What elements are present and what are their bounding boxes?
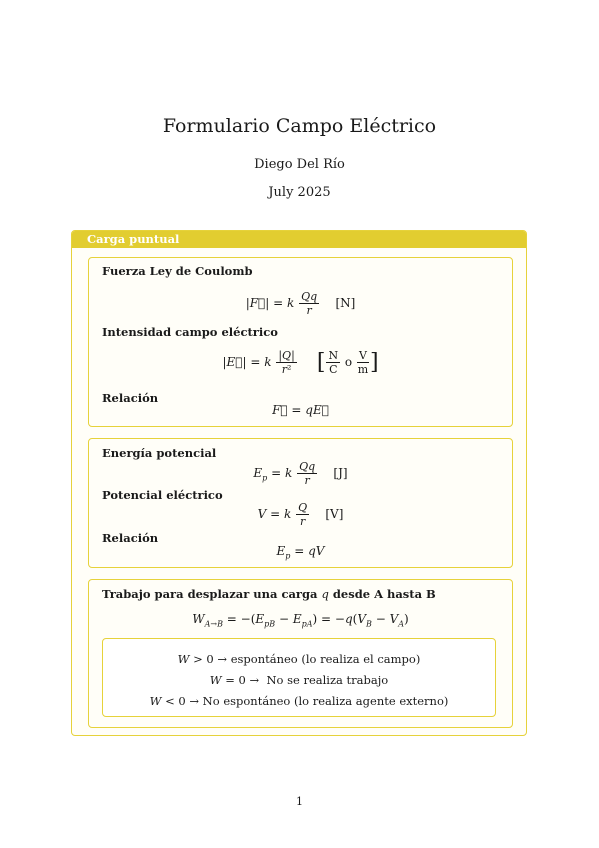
heading-potencial-electrico: Potencial eléctrico bbox=[102, 488, 223, 502]
equation-work: $W_{A\to B} = -(E_{pB} - E_{pA}) = -q(V_B - V_A)$ bbox=[192, 612, 409, 629]
page-number: 1 bbox=[296, 795, 303, 808]
fraction-Qq-r: $\frac{Qq}{r}$ bbox=[301, 290, 318, 317]
work-positive-line: W > 0 → espontáneo (lo realiza el campo) bbox=[177, 652, 421, 666]
fraction-Q-r: $\frac{Q}{r}$ bbox=[298, 501, 308, 528]
heading-energia-potencial: Energía potencial bbox=[102, 446, 217, 460]
fraction-Qq-r-energy: $\frac{Qq}{r}$ bbox=[299, 460, 316, 487]
work-zero-line: W = 0 → No se realiza trabajo bbox=[209, 673, 389, 687]
equation-electric-potential: V = k $\frac{Q}{r}$ [V] bbox=[257, 501, 344, 528]
work-conditions-box bbox=[102, 638, 496, 717]
unit-newton: [N] bbox=[335, 296, 356, 310]
document-title: Formulario Campo Eléctrico bbox=[162, 115, 437, 137]
equation-coulomb-force: |F⃗| = k $\frac{Qq}{r}$ [N] bbox=[245, 290, 356, 317]
equation-force-field-relation: F⃗ = qE⃗ bbox=[272, 403, 329, 417]
unit-joule: [J] bbox=[333, 466, 348, 480]
equation-energy-potential-relation: $E_p$ = qV bbox=[276, 544, 325, 561]
heading-campo-electrico: Intensidad campo eléctrico bbox=[102, 325, 278, 339]
equation-electric-field: |E⃗| = k $\frac{|Q|}{\text{r²}}$ [ $\frac{N}{C}$ o $\frac{V}{m}$ ] bbox=[222, 349, 379, 376]
document-date: July 2025 bbox=[268, 185, 331, 200]
work-negative-line: W < 0 → No espontáneo (lo realiza agente externo) bbox=[149, 694, 449, 708]
fraction-absQ-r2: $\frac{|Q|}{\text{r²}}$ bbox=[278, 349, 295, 376]
unit-volt: [V] bbox=[325, 507, 344, 521]
fraction-V-m: $\frac{V}{m}$ bbox=[357, 349, 369, 376]
heading-trabajo: Trabajo para desplazar una carga q desde A hasta B bbox=[102, 587, 436, 601]
equation-potential-energy: $E_p = k$ $\frac{Qq}{r}$ [J] bbox=[253, 460, 348, 487]
unit-or: o bbox=[344, 355, 353, 369]
fraction-N-C: $\frac{N}{C}$ bbox=[328, 349, 339, 376]
section-title: Carga puntual bbox=[72, 231, 526, 248]
document-author: Diego Del Río bbox=[254, 157, 345, 172]
heading-relacion-2: Relación bbox=[102, 531, 159, 545]
heading-relacion-1: Relación bbox=[102, 391, 159, 405]
heading-coulomb: Fuerza Ley de Coulomb bbox=[102, 264, 253, 278]
